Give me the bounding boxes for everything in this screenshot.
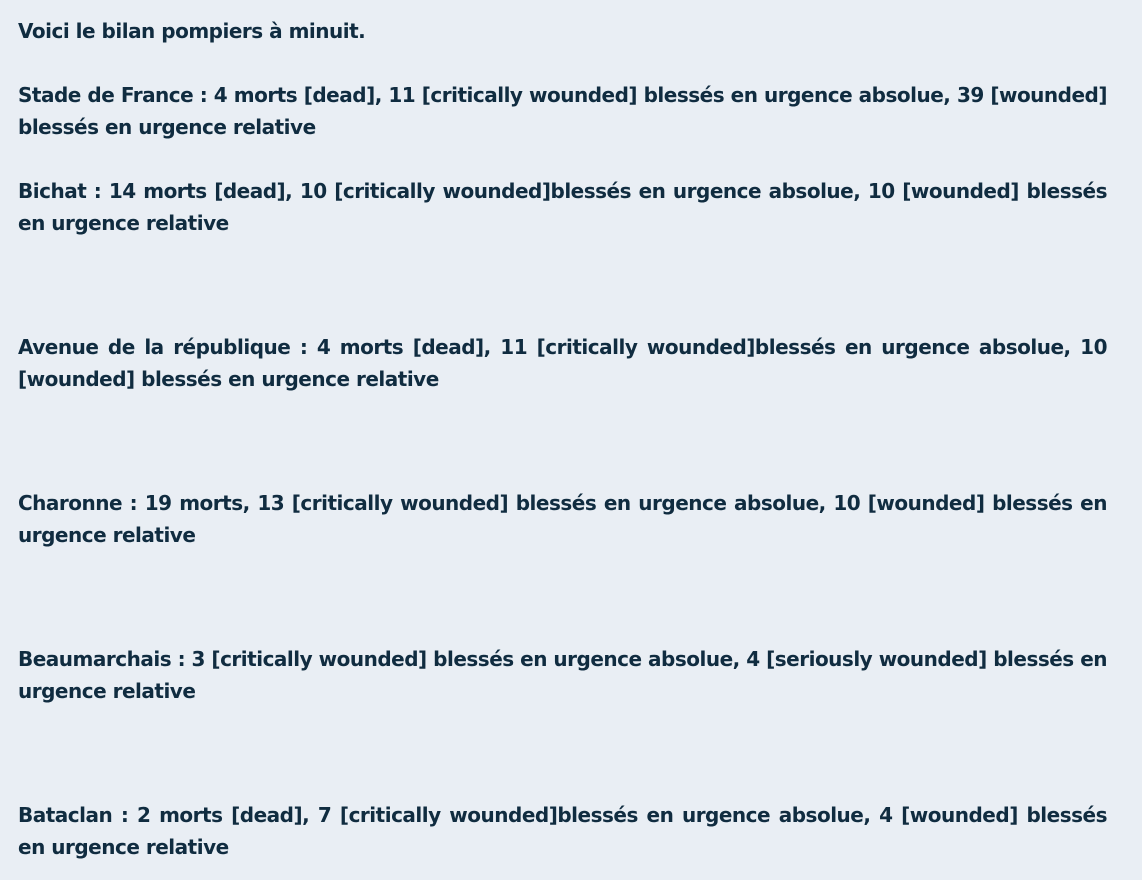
report-bichat: Bichat : 14 morts [dead], 10 [critically wounded]blessés en urgence absolue, 10 [wounded] blessés en urgence relative <box>18 179 1107 235</box>
report-beaumarchais: Beaumarchais : 3 [critically wounded] blessés en urgence absolue, 4 [seriously wounded] blessés en urgence relative <box>18 647 1107 703</box>
intro-line: Voici le bilan pompiers à minuit. <box>18 19 366 43</box>
report-stade-de-france: Stade de France : 4 morts [dead], 11 [critically wounded] blessés en urgence absolue, 39 [wounded] blessés en urgence relative <box>18 83 1107 139</box>
report-avenue-de-la-republique: Avenue de la république : 4 morts [dead], 11 [critically wounded]blessés en urgence absolue, 10 [wounded] blessés en urgence relative <box>18 335 1107 391</box>
report-bataclan: Bataclan : 2 morts [dead], 7 [critically wounded]blessés en urgence absolue, 4 [wounded] blessés en urgence relative <box>18 803 1107 859</box>
report-charonne: Charonne : 19 morts, 13 [critically wounded] blessés en urgence absolue, 10 [wounded] blessés en urgence relative <box>18 491 1107 547</box>
